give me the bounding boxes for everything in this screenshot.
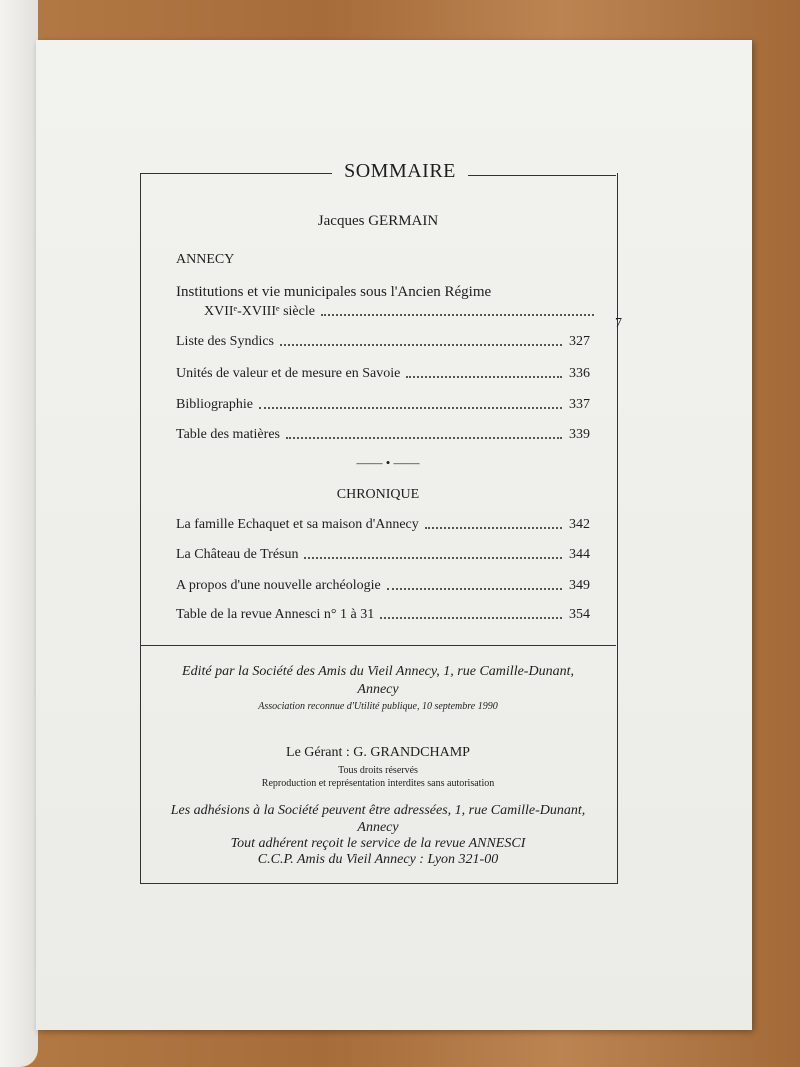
toc-entry — [204, 304, 622, 331]
toc-entry — [176, 397, 590, 413]
toc-entry-subtitle: XVIIᵉ-XVIIIᵉ siècle — [204, 304, 315, 319]
page-title: SOMMAIRE — [344, 160, 456, 182]
toc-entry — [176, 334, 590, 350]
leader-dots — [286, 437, 562, 439]
toc-entry-title: Table de la revue Annesci n° 1 à 31 — [176, 607, 375, 622]
rights-note: Tous droits réservés — [338, 765, 418, 776]
toc-page: 349 — [569, 578, 590, 593]
manager-line: Le Gérant : G. GRANDCHAMP — [286, 745, 470, 760]
toc-page: 327 — [569, 334, 590, 349]
toc-entry-title: La famille Echaquet et sa maison d'Annecy — [176, 517, 419, 532]
section-heading-annecy: ANNECY — [176, 252, 235, 267]
toc-page: 354 — [569, 607, 590, 622]
toc-entry-title: A propos d'une nouvelle archéologie — [176, 578, 381, 593]
toc-page: 337 — [569, 397, 590, 412]
toc-page: 342 — [569, 517, 590, 532]
leader-dots — [280, 344, 562, 346]
toc-page: 336 — [569, 366, 590, 381]
toc-entry — [176, 578, 590, 594]
reproduction-note: Reproduction et représentation interdites sans autorisation — [261, 778, 495, 789]
left-page-edge — [0, 0, 38, 1067]
leader-dots — [425, 527, 562, 529]
leader-dots — [380, 617, 562, 619]
toc-entry-title: Bibliographie — [176, 397, 253, 412]
leader-dots — [406, 376, 562, 378]
leader-dots — [304, 557, 562, 559]
leader-dots — [387, 588, 562, 590]
membership-city: Annecy — [357, 820, 399, 835]
ccp-line: C.C.P. Amis du Vieil Annecy : Lyon 321-00 — [257, 852, 499, 867]
toc-page: 7 — [615, 316, 622, 331]
leader-dots — [321, 314, 594, 316]
frame-top-line-left — [140, 173, 332, 174]
leader-dots — [259, 407, 562, 409]
toc-entry-title: La Château de Trésun — [176, 547, 299, 562]
toc-entry — [176, 366, 590, 382]
toc-entry-title: Liste des Syndics — [176, 334, 274, 349]
publisher-line: Edité par la Société des Amis du Vieil Annecy, 1, rue Camille-Dunant, — [182, 664, 574, 679]
toc-entry-title: Unités de valeur et de mesure en Savoie — [176, 366, 401, 381]
membership-line: Les adhésions à la Société peuvent être adressées, 1, rue Camille-Dunant, — [170, 803, 586, 818]
toc-entry — [176, 517, 590, 533]
toc-entry — [176, 607, 590, 623]
ornament-divider: —— • —— — [356, 455, 420, 470]
toc-page: 339 — [569, 427, 590, 442]
section-heading-chronique: CHRONIQUE — [336, 487, 420, 502]
association-note: Association reconnue d'Utilité publique, 10 septembre 1990 — [258, 701, 498, 712]
service-line: Tout adhérent reçoit le service de la revue ANNESCI — [230, 836, 526, 851]
publisher-city: Annecy — [357, 682, 399, 697]
toc-entry — [176, 547, 590, 563]
toc-entry — [176, 427, 590, 443]
toc-page: 344 — [569, 547, 590, 562]
author: Jacques GERMAIN — [317, 213, 439, 229]
toc-entry-title: Table des matières — [176, 427, 280, 442]
frame-top-line-right — [468, 175, 616, 176]
toc-entry-title: Institutions et vie municipales sous l'Ancien Régime — [176, 284, 492, 300]
divider — [140, 645, 616, 646]
